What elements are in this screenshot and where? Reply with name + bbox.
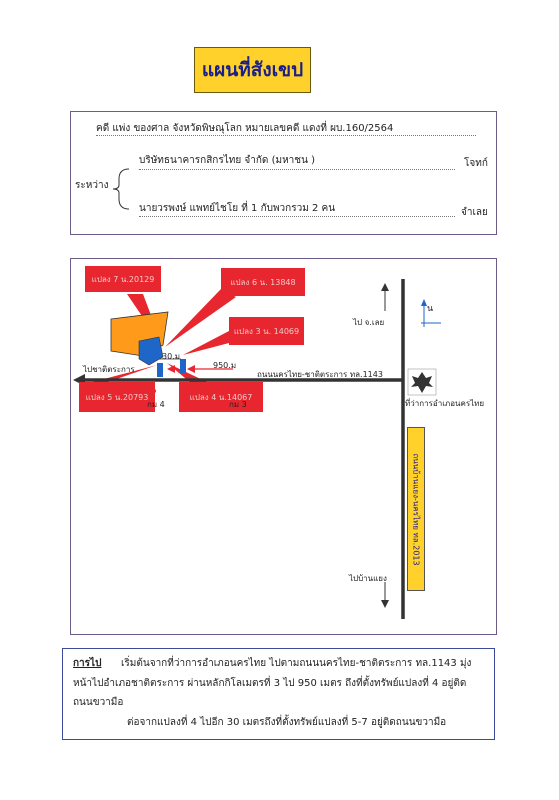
plaintiff-underline [139,169,455,170]
arrow-down-head [381,600,389,608]
road-2013-sign [407,427,425,591]
arrow-up-head [381,283,389,291]
plaintiff-name: บริษัทธนาคารกสิกรไทย จำกัด (มหาชน ) [139,155,315,166]
label-to-chat-trakan: ไปชาติตระการ [83,365,135,374]
map-drawing [71,259,496,634]
route-line-4: ต่อจากแปลงที่ 4 ไปอีก 30 เมตรถึงที่ตั้งทรัพย์แปลงที่ 5-7 อยู่ติดถนนขวามือ [127,717,447,728]
plaintiff-role: โจทก์ [464,158,488,169]
label-dist-30: 30.ม [162,352,180,361]
label-km3: กม 3 [229,400,247,409]
parcel-6-shape [139,337,163,365]
defendant-role: จำเลย [461,207,488,218]
map-title: แผนที่สังเขป [194,47,311,93]
route-line-2: หน้าไปอำเภอชาติตระการ ผ่านหลักกิโลเมตรที่ 3 ไป 950 เมตร ถึงที่ตั้งทรัพย์แปลงที่ 4 อยู่ติด [73,678,467,689]
callout-parcel-6: แปลง 6 น. 13848 [221,268,305,296]
label-to-ban-yaeng: ไปบ้านแยง [349,574,387,583]
callout-parcel-7: แปลง 7 น.20129 [85,266,161,292]
parcel-4-shape [180,359,186,373]
red-arrow-950 [187,365,195,373]
defendant-name: นายวรพงษ์ แพทย์ไชโย ที่ 1 กับพวกรวม 2 คน [139,203,336,214]
road-2013-label: ถนนบ้านแยง-นครไทย ทล.2013 [411,452,421,566]
brace [109,167,135,211]
callout-parcel-5: แปลง 5 น.20793 [79,382,155,412]
defendant-underline [139,216,455,217]
case-info-box [70,111,497,235]
label-road-1143: ถนนนครไทย-ชาติตระการ ทล.1143 [257,370,383,379]
callout-pointer-p3 [183,331,229,355]
route-description-box [62,648,495,740]
case-line: คดี แพ่ง ของศาล จังหวัดพิษณุโลก หมายเลขคดี แดงที่ ผบ.160/2564 [96,123,394,134]
route-line-3: ถนนขวามือ [73,697,124,708]
parcel-5-shape [157,363,163,377]
label-north: น [427,304,434,314]
garuda-emblem-icon [408,369,436,395]
callout-parcel-4: แปลง 4 น.14067 [179,382,263,412]
label-to-loei: ไป จ.เลย [353,318,385,327]
sketch-map [70,258,497,635]
label-dist-950: 950.ม [213,361,237,370]
route-heading: การไป [73,658,102,669]
label-km4: กม 4 [147,400,165,409]
between-label: ระหว่าง [75,180,109,191]
label-district-office: ที่ว่าการอำเภอนครไทย [405,399,485,408]
case-line-underline [96,135,476,136]
callout-parcel-3: แปลง 3 น. 14069 [229,317,304,345]
route-line-1: เริ่มต้นจากที่ว่าการอำเภอนครไทย ไปตามถนนนครไทย-ชาติตระการ ทล.1143 มุ่ง [121,658,472,669]
